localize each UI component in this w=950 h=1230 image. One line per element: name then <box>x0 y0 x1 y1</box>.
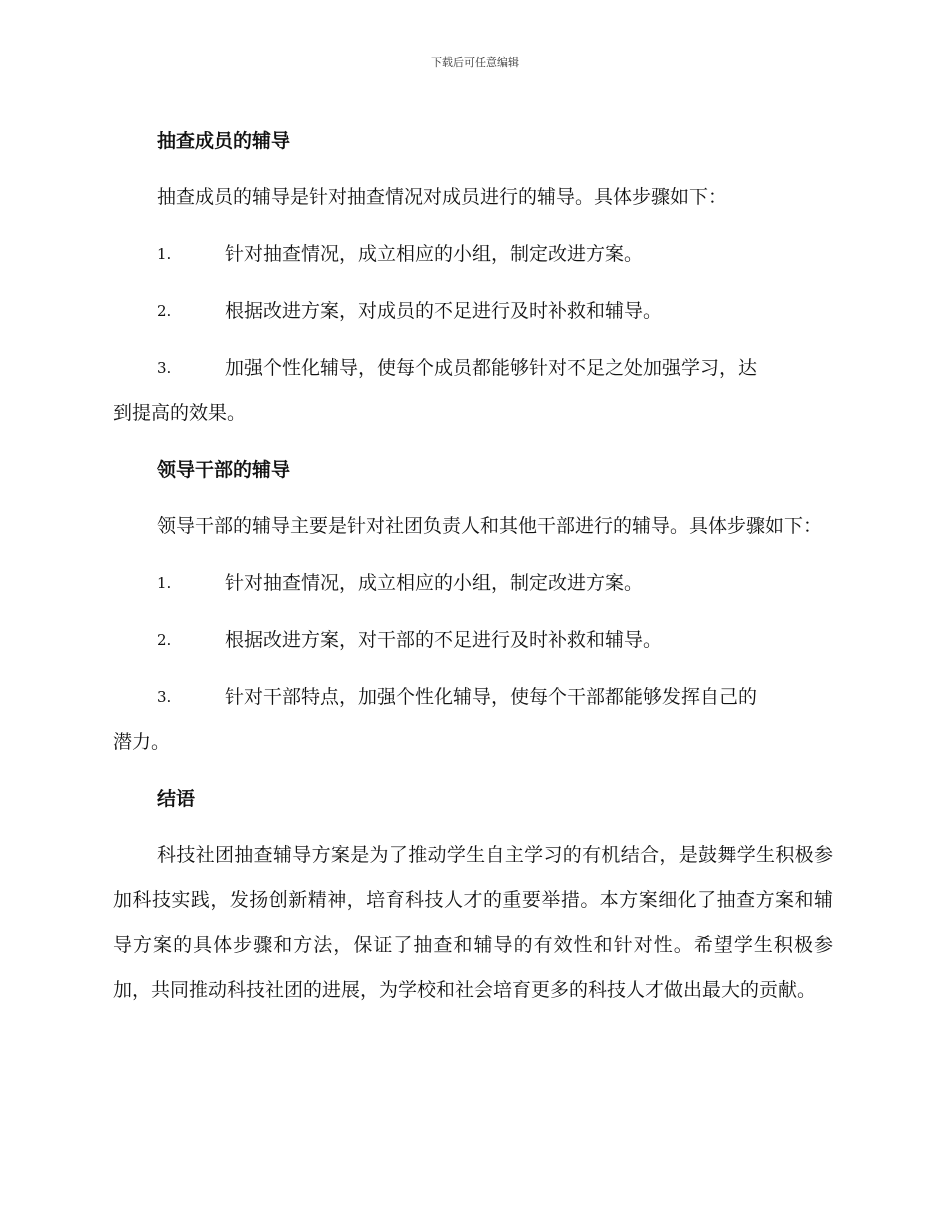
list-number: 3. <box>157 359 172 377</box>
section-intro-member-tutoring: 抽查成员的辅导是针对抽查情况对成员进行的辅导。具体步骤如下： <box>157 186 728 208</box>
section-intro-leader-tutoring: 领导干部的辅导主要是针对社团负责人和其他干部进行的辅导。具体步骤如下： <box>157 515 823 537</box>
list-item <box>113 675 833 765</box>
page-header: 下载后可任意编辑 <box>431 56 519 69</box>
list-number: 1. <box>157 574 172 592</box>
list-number: 2. <box>157 631 172 649</box>
list-text: 加强个性化辅导，使每个成员都能够针对不足之处加强学习，达 <box>225 357 758 379</box>
conclusion-text: 科技社团抽查辅导方案是为了推动学生自主学习的有机结合，是鼓舞学生积极参加科技实践，发扬创新精神，培育科技人才的重要举措。本方案细化了抽查方案和辅导方案的具体步骤和方法，保证了抽查和辅导的有效性和针对性。希望学生积极参加，共同推动科技社团的进展，为学校和社会培育更多的科技人才做出最大的贡献。 <box>113 844 833 1001</box>
list-number: 3. <box>157 688 172 706</box>
list-item <box>113 289 833 334</box>
section-heading-member-tutoring: 抽查成员的辅导 <box>157 130 291 152</box>
list-text: 针对抽查情况，成立相应的小组，制定改进方案。 <box>225 572 644 594</box>
list-item <box>113 232 833 277</box>
conclusion-heading: 结语 <box>157 788 196 810</box>
list-text: 根据改进方案，对成员的不足进行及时补救和辅导。 <box>225 300 663 322</box>
list-text: 针对抽查情况，成立相应的小组，制定改进方案。 <box>225 243 644 265</box>
list-text-continued: 到提高的效果。 <box>113 402 247 424</box>
list-item <box>113 346 833 436</box>
list-text-continued: 潜力。 <box>113 731 171 753</box>
list-item <box>113 618 833 663</box>
list-item <box>113 561 833 606</box>
section-heading-leader-tutoring: 领导干部的辅导 <box>157 459 291 481</box>
list-number: 1. <box>157 245 172 263</box>
document-body <box>113 108 833 1024</box>
list-number: 2. <box>157 302 172 320</box>
list-text: 针对干部特点，加强个性化辅导，使每个干部都能够发挥自己的 <box>225 686 758 708</box>
list-text: 根据改进方案，对干部的不足进行及时补救和辅导。 <box>225 629 663 651</box>
